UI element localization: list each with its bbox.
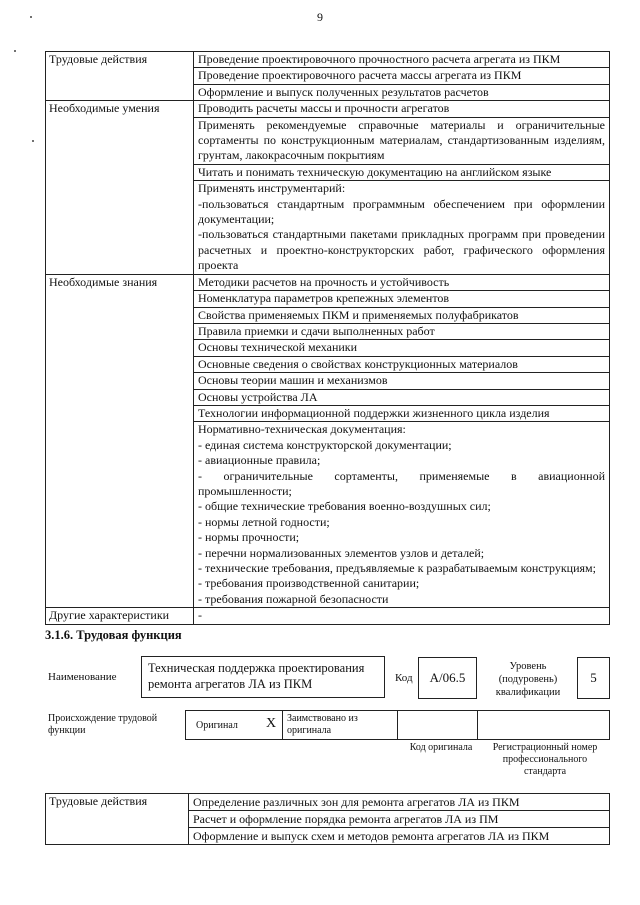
table-cell: Оформление и выпуск схем и методов ремонта агрегатов ЛА из ПКМ	[189, 828, 610, 845]
row-group-label: Необходимые знания	[46, 274, 194, 608]
function-name: Техническая поддержка проектирования ремонта агрегатов ЛА из ПКМ	[148, 661, 365, 691]
table-cell: Проводить расчеты массы и прочности агрегатов	[194, 101, 610, 117]
table-cell: Читать и понимать техническую документацию на английском языке	[194, 164, 610, 180]
original-mark: X	[266, 716, 277, 731]
row-group-label: Необходимые умения	[46, 101, 194, 274]
origin-label: Происхождение трудовой функции	[48, 713, 158, 736]
table-row	[46, 608, 610, 624]
table-cell: Правила приемки и сдачи выполненных работ	[194, 323, 610, 339]
table-row	[46, 101, 610, 117]
table-row	[46, 794, 610, 811]
table-cell: -	[194, 608, 610, 624]
section-title: 3.1.6. Трудовая функция	[45, 628, 182, 642]
table-cell: Расчет и оформление порядка ремонта агрегатов ЛА из ПМ	[189, 811, 610, 828]
code-label: Код	[395, 672, 413, 684]
divider	[282, 711, 283, 739]
scan-speck	[14, 50, 16, 52]
row-group-label: Другие характеристики	[46, 608, 194, 624]
function-name-box	[141, 656, 385, 698]
name-label: Наименование	[48, 671, 117, 683]
level-label: Уровень (подуровень) квалификации	[495, 661, 561, 698]
table-cell: Основы теории машин и механизмов	[194, 373, 610, 389]
row-group-label: Трудовые действия	[46, 794, 189, 845]
table-cell: Оформление и выпуск полученных результатов расчетов	[194, 84, 610, 100]
table-cell: Номенклатура параметров крепежных элементов	[194, 291, 610, 307]
row-group-label: Трудовые действия	[46, 52, 194, 101]
borrowed-label: Заимствовано из оригинала	[287, 713, 358, 736]
table-cell: Применять инструментарий: -пользоваться стандартным программным обеспечением при оформлении документации; -пользоваться стандартными пакетами прикладных программ при проведении расчетных и проектно-конструкторских работ, графического оформления проекта	[194, 181, 610, 274]
labor-actions-table	[45, 793, 610, 845]
table-cell: Основные сведения о свойствах конструкционных материалов	[194, 356, 610, 372]
table-cell: Применять рекомендуемые справочные материалы и ограничительные сортаменты по конструкционным материалам, стандартизованным изделиям, грунтам, лакокрасочным покрытиям	[194, 117, 610, 164]
code-value: А/06.5	[429, 670, 466, 685]
level-value: 5	[590, 670, 597, 685]
table-row	[46, 52, 610, 68]
table-cell: Основы устройства ЛА	[194, 389, 610, 405]
table-cell: Проведение проектировочного прочностного расчета агрегата из ПКМ	[194, 52, 610, 68]
original-label: Оригинал	[196, 720, 238, 731]
table-row	[46, 274, 610, 290]
table-cell: Проведение проектировочного расчета массы агрегата из ПКМ	[194, 68, 610, 84]
table-cell: Методики расчетов на прочность и устойчивость	[194, 274, 610, 290]
reg-number-caption: Регистрационный номер профессионального стандарта	[492, 742, 598, 777]
page-number: 9	[317, 10, 323, 24]
table-cell: Нормативно-техническая документация: - единая система конструкторской документации; - авиационные правила; - ограничительные сортаменты, применяемые в авиационной промышленности; - общие технические требования военно-воздушных сил; - нормы летной годности; - нормы прочности; - перечни нормализованных элементов узлов и деталей; - технические требования, предъявляемые к разрабатываемым конструкциям; - требования производственной санитарии; - требования пожарной безопасности	[194, 422, 610, 608]
scan-speck	[30, 16, 32, 18]
scan-speck	[32, 140, 34, 142]
table-cell: Основы технической механики	[194, 340, 610, 356]
divider	[477, 711, 478, 739]
table-cell: Определение различных зон для ремонта агрегатов ЛА из ПКМ	[189, 794, 610, 811]
table-cell: Технологии информационной поддержки жизненного цикла изделия	[194, 405, 610, 421]
origin-box	[185, 710, 610, 740]
divider	[397, 711, 398, 739]
table-cell: Свойства применяемых ПКМ и применяемых полуфабрикатов	[194, 307, 610, 323]
labor-function-table	[45, 51, 610, 625]
code-box	[418, 657, 477, 699]
level-box	[577, 657, 610, 699]
code-original-caption: Код оригинала	[409, 742, 473, 753]
